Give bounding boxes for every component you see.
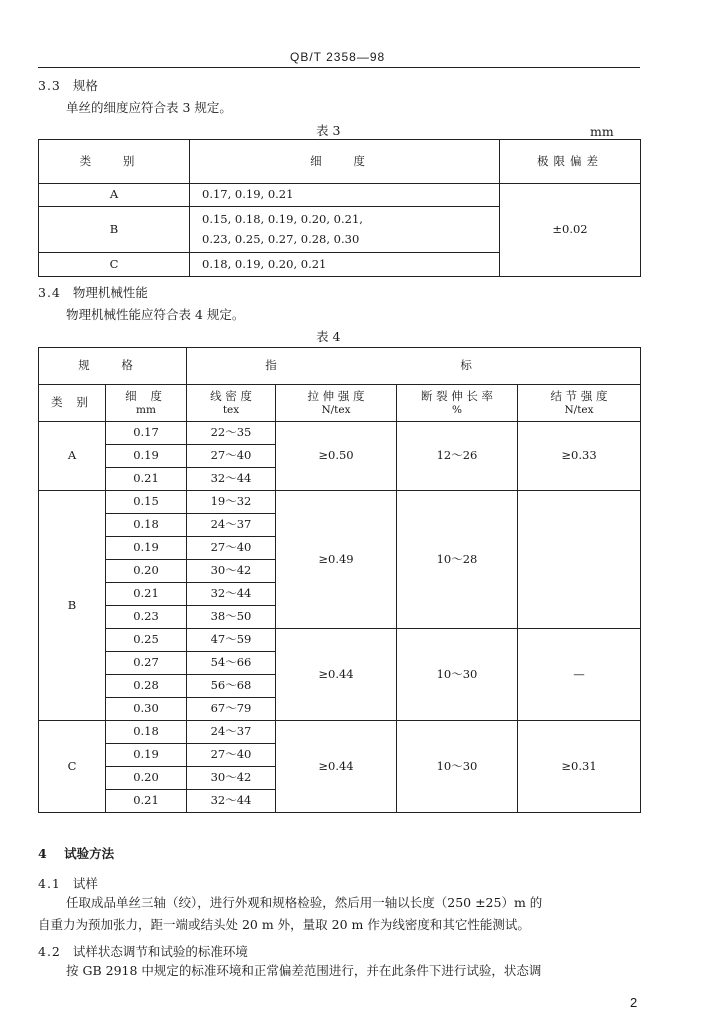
table-cell: 67～79 (187, 698, 276, 721)
table-cell: 0.18 (106, 514, 187, 537)
table-cell: 32～44 (187, 790, 276, 813)
table-header-cell: 细 度 (190, 140, 500, 184)
table-cell: 27～40 (187, 445, 276, 468)
section-title: 试样状态调节和试验的标准环境 (72, 944, 248, 959)
section-number: 4 (38, 846, 47, 861)
table-cell: 0.17 (106, 422, 187, 445)
table-header-cell: 线 密 度 tex (187, 385, 276, 422)
table-header-cell: 极限偏差 (500, 140, 641, 184)
table-cell: 22～35 (187, 422, 276, 445)
table-cell: 19～32 (187, 491, 276, 514)
tensile-cell: ≥0.44 (276, 721, 397, 813)
tensile-cell: ≥0.49 (276, 491, 397, 629)
section-4-2-heading (38, 942, 248, 960)
table-3 (38, 139, 641, 277)
table-cell: 32～44 (187, 583, 276, 606)
category-cell: B (39, 491, 106, 721)
section-title: 规格 (72, 78, 98, 93)
table-row (39, 422, 641, 445)
cell-line: 0.15, 0.18, 0.19, 0.20, 0.21, (202, 211, 363, 226)
table-cell: 0.23 (106, 606, 187, 629)
tolerance-cell: ±0.02 (500, 184, 641, 277)
table-cell: 0.15 (106, 491, 187, 514)
section-number: 3.3 (38, 78, 61, 93)
header-rule (38, 67, 640, 68)
table-cell: 0.30 (106, 698, 187, 721)
table-row (39, 348, 641, 385)
table-4 (38, 347, 641, 813)
section-title: 试验方法 (64, 846, 115, 861)
knot-cell: — (518, 629, 641, 721)
table-cell: 0.18 (106, 721, 187, 744)
table-cell: 38～50 (187, 606, 276, 629)
table-cell: 0.20 (106, 560, 187, 583)
elongation-cell: 12～26 (397, 422, 518, 491)
table-cell: 32～44 (187, 468, 276, 491)
knot-cell: ≥0.31 (518, 721, 641, 813)
table-cell: 0.27 (106, 652, 187, 675)
section-3-3-body: 单丝的细度应符合表 3 规定。 (66, 100, 232, 115)
section-4-1-line-2: 自重力为预加张力，距一端或结头处 20 m 外，量取 20 m 作为线密度和其它性能测试。 (38, 917, 530, 932)
table-row (39, 491, 641, 514)
table-cell: 56～68 (187, 675, 276, 698)
table-3-caption: 表 3 (316, 123, 341, 138)
table-header-cell: 断 裂 伸 长 率 % (397, 385, 518, 422)
table-cell: 24～37 (187, 514, 276, 537)
category-cell: C (39, 721, 106, 813)
table-cell: 0.21 (106, 790, 187, 813)
knot-cell: ≥0.33 (518, 422, 641, 491)
standard-code-header: QB/T 2358—98 (290, 50, 386, 64)
table-header-cell: 拉 伸 强 度 N/tex (276, 385, 397, 422)
table-cell: 54～66 (187, 652, 276, 675)
page-number: 2 (630, 995, 638, 1010)
table-row (39, 184, 641, 207)
table-header-cell: 结 节 强 度 N/tex (518, 385, 641, 422)
tensile-cell: ≥0.44 (276, 629, 397, 721)
section-4-heading (38, 844, 114, 862)
section-3-4-body: 物理机械性能应符合表 4 规定。 (66, 307, 245, 322)
section-number: 4.1 (38, 876, 61, 891)
table-cell: 0.21 (106, 468, 187, 491)
table-cell: 0.19 (106, 537, 187, 560)
table-cell: C (39, 253, 190, 277)
table-cell: 0.25 (106, 629, 187, 652)
table-row (39, 721, 641, 744)
table-cell: A (39, 184, 190, 207)
table-header-cell: 规 格 (39, 348, 187, 385)
section-3-4-heading (38, 283, 148, 301)
table-header-cell: 类 别 (39, 385, 106, 422)
table-row (39, 385, 641, 422)
table-cell: 0.28 (106, 675, 187, 698)
tensile-cell: ≥0.50 (276, 422, 397, 491)
section-title: 物理机械性能 (72, 285, 148, 300)
table-row (39, 140, 641, 184)
table-header-cell: 类 别 (39, 140, 190, 184)
section-4-1-heading (38, 874, 98, 892)
table-header-cell: 指 标 (187, 348, 641, 385)
elongation-cell: 10～30 (397, 721, 518, 813)
table-cell: 30～42 (187, 560, 276, 583)
cell-line: 0.23, 0.25, 0.27, 0.28, 0.30 (202, 232, 360, 246)
table-cell: 0.20 (106, 767, 187, 790)
section-number: 3.4 (38, 285, 61, 300)
table-cell: 27～40 (187, 744, 276, 767)
section-number: 4.2 (38, 944, 61, 959)
table-row (39, 629, 641, 652)
table-cell: 30～42 (187, 767, 276, 790)
table-cell: 0.19 (106, 744, 187, 767)
knot-cell (518, 491, 641, 629)
section-title: 试样 (72, 876, 98, 891)
section-3-3-heading (38, 76, 98, 94)
table-cell: B (39, 207, 190, 253)
elongation-cell: 10～30 (397, 629, 518, 721)
table-cell (190, 207, 500, 253)
table-cell: 0.18, 0.19, 0.20, 0.21 (190, 253, 500, 277)
table-cell: 0.19 (106, 445, 187, 468)
table-cell: 27～40 (187, 537, 276, 560)
table-3-unit: mm (590, 124, 614, 139)
table-cell: 0.17, 0.19, 0.21 (190, 184, 500, 207)
table-4-caption: 表 4 (316, 329, 341, 344)
table-cell: 24～37 (187, 721, 276, 744)
section-4-1-line-1: 任取成品单丝三轴（绞），进行外观和规格检验，然后用一轴以长度（250 ±25）m 的 (66, 895, 543, 910)
table-cell: 0.21 (106, 583, 187, 606)
section-4-2-line-1: 按 GB 2918 中规定的标准环境和正常偏差范围进行，并在此条件下进行试验，状态调 (66, 963, 542, 978)
table-header-cell: 细 度 mm (106, 385, 187, 422)
category-cell: A (39, 422, 106, 491)
table-cell: 47～59 (187, 629, 276, 652)
elongation-cell: 10～28 (397, 491, 518, 629)
